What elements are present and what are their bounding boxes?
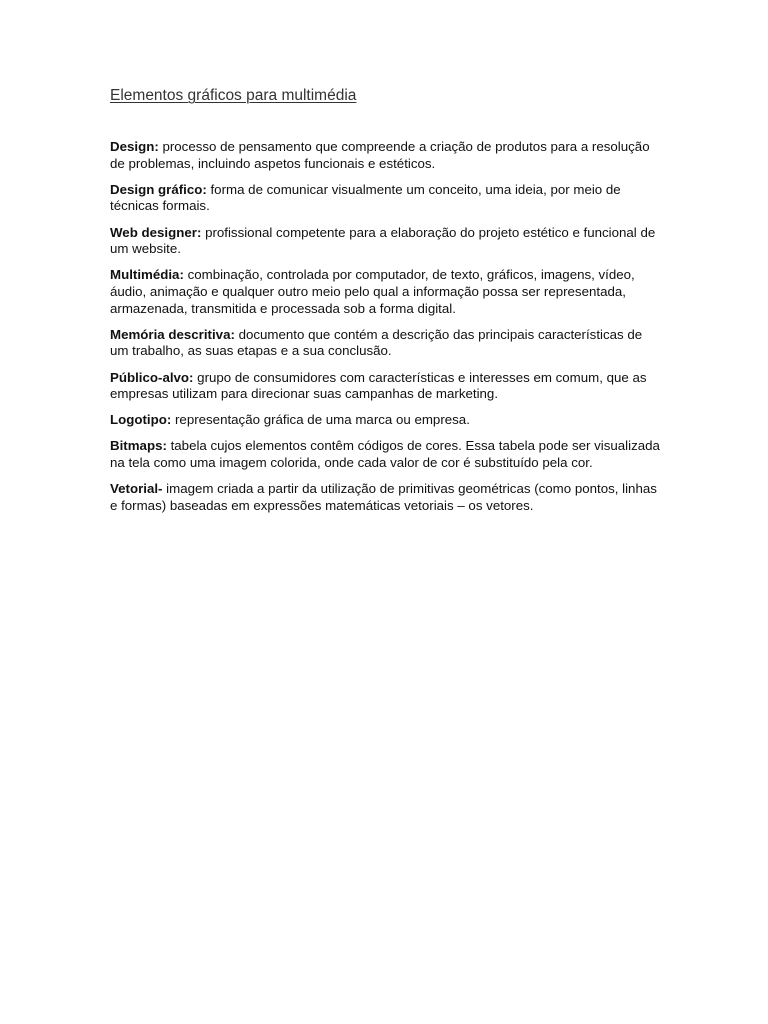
glossary-entry-design <box>110 139 662 172</box>
glossary-term: Design gráfico: <box>110 181 207 197</box>
glossary-definition: imagem criada a partir da utilização de primitivas geométricas (como pontos, linhas e formas) baseadas em expressões matemáticas vetoriais – os vetores. <box>110 481 657 513</box>
glossary-term: Bitmaps: <box>110 438 167 454</box>
document-page <box>110 86 662 524</box>
glossary-entry-memoria-descritiva <box>110 327 662 360</box>
glossary-definition: documento que contém a descrição das principais características de um trabalho, as suas etapas e a sua conclusão. <box>110 326 643 359</box>
glossary-entry-multimedia <box>110 267 662 317</box>
glossary-term: Vetorial- <box>110 481 163 497</box>
glossary-definition: processo de pensamento que compreende a criação de produtos para a resolução de problemas, incluindo aspetos funcionais e estéticos. <box>110 139 650 171</box>
glossary-entry-vetorial <box>110 481 662 514</box>
glossary-term: Logotipo: <box>110 412 172 428</box>
glossary-term: Design: <box>110 139 159 154</box>
glossary-term: Memória descritiva: <box>110 326 235 342</box>
glossary-definition: grupo de consumidores com características e interesses em comum, que as empresas utilizam para direcionar suas campanhas de marketing. <box>110 369 647 402</box>
glossary-term: Web designer: <box>110 224 202 240</box>
glossary-definition: combinação, controlada por computador, de texto, gráficos, imagens, vídeo, áudio, animação e qualquer outro meio pelo qual a informação possa ser representada, armazenada, transmitida e processada sob a forma digital. <box>110 267 635 316</box>
glossary-entry-logotipo <box>110 412 662 429</box>
glossary-entry-design-grafico <box>110 182 662 215</box>
glossary-definition: representação gráfica de uma marca ou empresa. <box>171 412 470 428</box>
glossary-entry-web-designer <box>110 225 662 258</box>
glossary-entry-bitmaps <box>110 438 662 471</box>
glossary-term: Público-alvo: <box>110 369 194 385</box>
document-title: Elementos gráficos para multimédia <box>110 87 357 104</box>
glossary-term: Multimédia: <box>110 267 184 283</box>
glossary-definition: tabela cujos elementos contêm códigos de cores. Essa tabela pode ser visualizada na tela como uma imagem colorida, onde cada valor de cor é substituído pela cor. <box>110 438 660 471</box>
glossary-definition: profissional competente para a elaboração do projeto estético e funcional de um website. <box>110 224 656 257</box>
glossary-definition: forma de comunicar visualmente um conceito, uma ideia, por meio de técnicas formais. <box>110 181 621 214</box>
glossary-entry-publico-alvo <box>110 370 662 403</box>
